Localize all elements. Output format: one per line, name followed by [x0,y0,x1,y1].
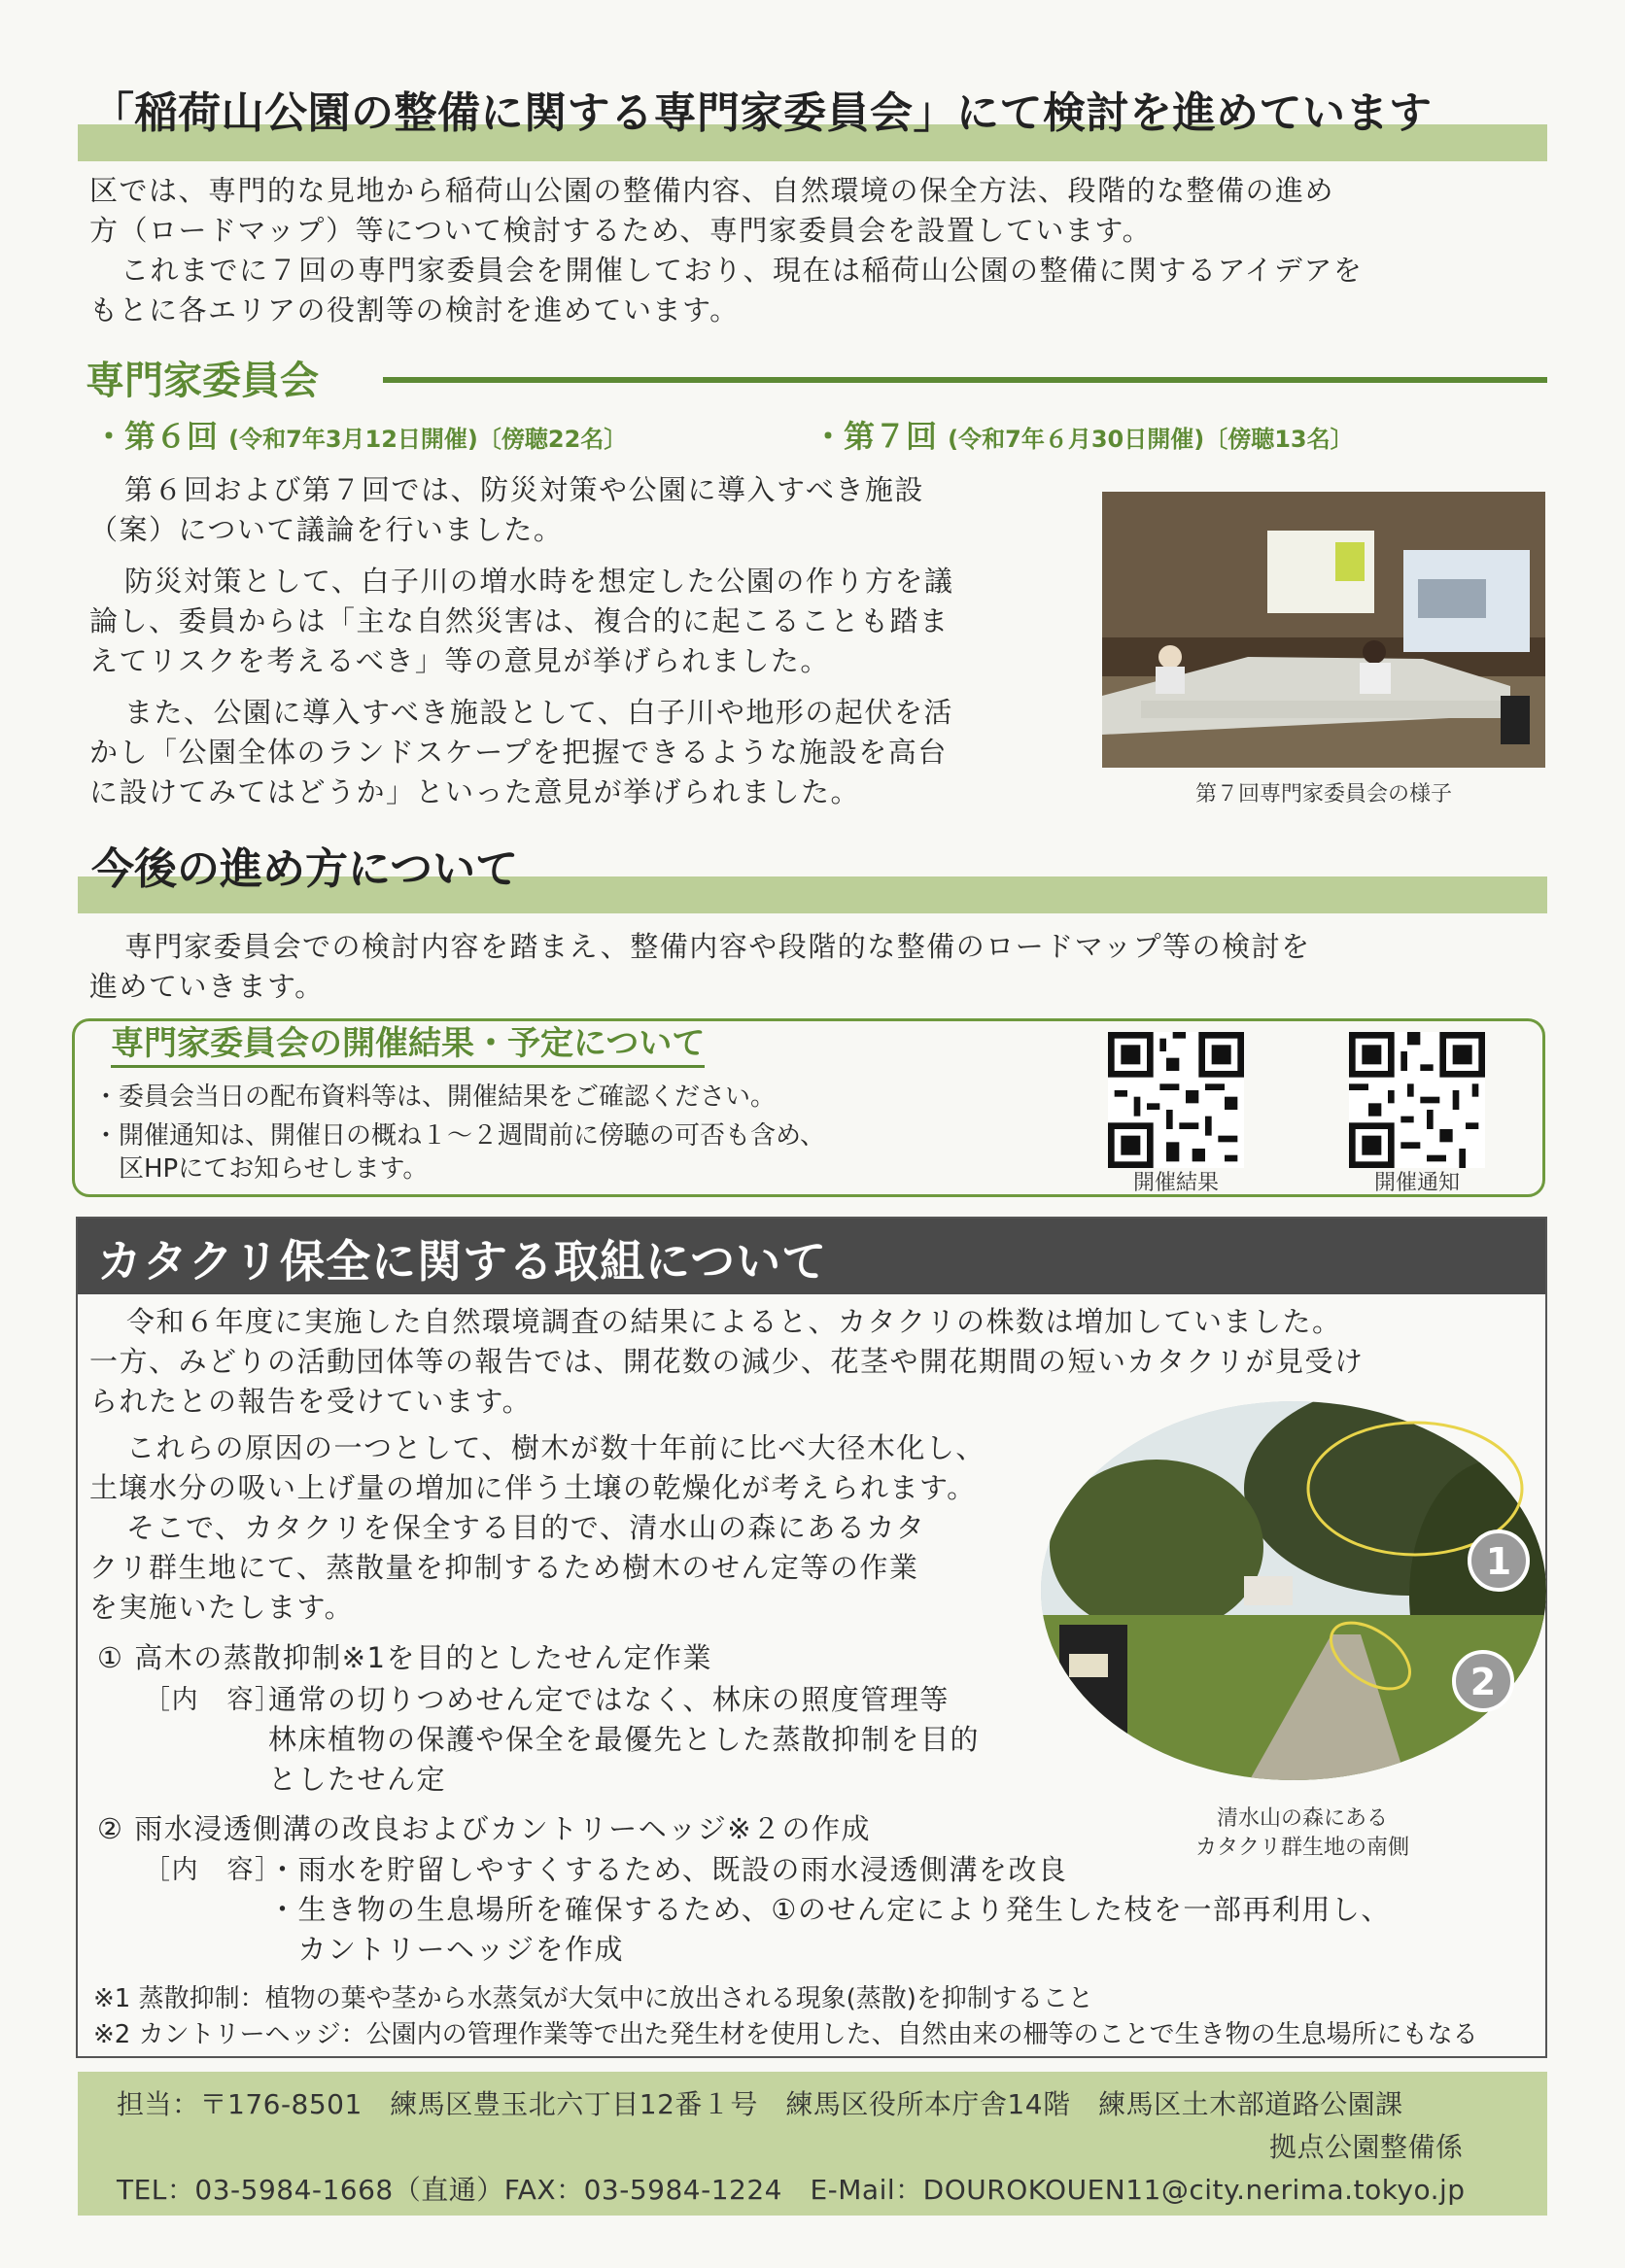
intro-line: 区では、専門的な見地から稲荷山公園の整備内容、自然環境の保全方法、段階的な整備の進め [89,174,1335,207]
qr-code-pattern [1349,1032,1485,1168]
intro-line: 方（ロードマップ）等について検討するため、専門家委員会を設置しています。 [89,214,1153,247]
subheading-rule [383,377,1547,383]
next-steps-line: 進めていきます。 [89,970,325,1003]
committee-line: （案）について議論を行いました。 [89,513,564,546]
meeting-photo-illustration [1102,492,1545,768]
next-steps-paragraph [89,927,1547,1007]
subheading-committee [86,350,1547,408]
committee-line: えてリスクを考えるべき」等の意見が挙げられました。 [89,644,830,677]
session-7-heading [812,412,1354,457]
katakuri-line: クリ群生地にて、蒸散量を抑制するため樹木のせん定等の作業 [89,1551,919,1584]
meeting-photo [1102,492,1545,768]
forest-photo-caption-line: カタクリ群生地の南側 [1194,1836,1409,1860]
section-heading-committee-review [78,76,1547,161]
intro-line: これまでに７回の専門家委員会を開催しており、現在は稲荷山公園の整備に関するアイデアを [121,254,1364,287]
section-title: 「稲荷山公園の整備に関する専門家委員会」にて検討を進めています [91,88,1433,138]
forest-photo-illustration [1040,1401,1547,1790]
katakuri-line: 土壌水分の吸い上げ量の増加に伴う土壌の乾燥化が考えられます。 [89,1471,977,1504]
work-item-1-line: 林床植物の保護や保全を最優先とした蒸散抑制を目的 [268,1723,981,1756]
qr-code-results[interactable] [1108,1032,1244,1168]
session-7-label: ・第７回 [812,418,938,455]
katakuri-line: 令和６年度に実施した自然環境調査の結果によると、カタクリの株数は増加していました。 [126,1305,1342,1338]
work-item-1-line: 通常の切りつめせん定ではなく、林床の照度管理等 [268,1683,950,1716]
qr-code-pattern [1108,1032,1244,1168]
katakuri-line: そこで、カタクリを保全する目的で、清水山の森にあるカタ [126,1511,926,1544]
qr-label-results: 開催結果 [1132,1171,1219,1195]
meeting-photo-caption: 第７回専門家委員会の様子 [1194,782,1452,807]
work-item-1-line: としたせん定 [268,1763,447,1796]
marker-1-label: 1 [1485,1540,1512,1583]
work-item-2-line: ・生き物の生息場所を確保するため、①のせん定により発生した枝を一部再利用し、 [268,1893,1391,1926]
footnote-1: ※1 蒸散抑制：植物の葉や茎から水蒸気が大気中に放出される現象(蒸散)を抑制すること [93,1984,1093,2013]
info-bullet: ・開催通知は、開催日の概ね１～２週間前に傍聴の可否も含め、 [93,1121,825,1151]
work-item-1-title: ① 高木の蒸散抑制※1を目的としたせん定作業 [97,1641,712,1674]
katakuri-line: 一方、みどりの活動団体等の報告では、開花数の減少、花茎や開花期間の短いカタクリが見受け [89,1345,1365,1378]
forest-photo [1040,1401,1547,1790]
work-item-2-title: ② 雨水浸透側溝の改良およびカントリーヘッジ※２の作成 [97,1812,872,1845]
forest-photo-caption-line: 清水山の森にある [1216,1806,1388,1831]
session-7-detail: (令和7年６月30日開催)〔傍聴13名〕 [948,426,1354,453]
intro-line: もとに各エリアの役割等の検討を進めています。 [89,293,740,326]
committee-line: 防災対策として、白子川の増水時を想定した公園の作り方を議 [124,565,954,598]
committee-line: また、公園に導入すべき施設として、白子川や地形の起伏を活 [124,696,953,729]
committee-paragraphs [89,470,1071,812]
qr-code-notice[interactable] [1349,1032,1485,1168]
section-heading-next-steps [78,834,1547,913]
marker-2-label: 2 [1469,1661,1497,1703]
katakuri-line: これらの原因の一つとして、樹木が数十年前に比べ大径木化し、 [126,1431,985,1464]
contact-section: 拠点公園整備係 [1269,2131,1464,2163]
section-title: 今後の進め方について [91,844,519,894]
work-item-1-label: ［内 容］ [144,1685,283,1715]
contact-phone-email: TEL：03-5984-1668（直通）FAX：03-5984-1224 E-Mail：DOUROKOUEN11@city.nerima.tokyo.jp [117,2174,1466,2206]
committee-line: 第６回および第７回では、防災対策や公園に導入すべき施設 [124,473,924,506]
next-steps-line: 専門家委員会での検討内容を踏まえ、整備内容や段階的な整備のロードマップ等の検討を [124,930,1311,963]
work-item-2-line: ・雨水を貯留しやすくするため、既設の雨水浸透側溝を改良 [268,1853,1068,1886]
info-bullet: ・委員会当日の配布資料等は、開催結果をご確認ください。 [93,1082,777,1112]
footnote-2: ※2 カントリーヘッジ：公園内の管理作業等で出た発生材を使用した、自然由来の柵等のことで生き物の生息場所にもなる [93,2020,1478,2049]
katakuri-title: カタクリ保全に関する取組について [97,1235,828,1288]
qr-label-notice: 開催通知 [1373,1171,1460,1195]
info-bullet: 区HPにてお知らせします。 [93,1154,429,1184]
committee-line: に設けてみてはどうか」といった意見が挙げられました。 [89,775,861,808]
contact-address: 担当：〒176-8501 練馬区豊玉北六丁目12番１号 練馬区役所本庁舎14階 練馬区土木部道路公園課 [117,2088,1403,2120]
katakuri-line: を実施いたします。 [89,1591,355,1624]
subheading-title: 専門家委員会 [86,359,319,403]
work-item-2-line: カントリーヘッジを作成 [268,1933,625,1966]
committee-line: かし「公園全体のランドスケープを把握できるような施設を高台 [89,736,948,769]
session-6-heading [93,412,627,457]
session-6-label: ・第６回 [93,418,219,455]
committee-line: 論し、委員からは「主な自然災害は、複合的に起こることも踏ま [89,604,950,637]
work-item-2-label: ［内 容］ [144,1855,283,1885]
meeting-info-title: 専門家委員会の開催結果・予定について [111,1022,705,1068]
intro-paragraphs [89,171,1547,330]
katakuri-line: られたとの報告を受けています。 [89,1385,533,1418]
session-6-detail: (令和7年3月12日開催)〔傍聴22名〕 [228,426,628,453]
